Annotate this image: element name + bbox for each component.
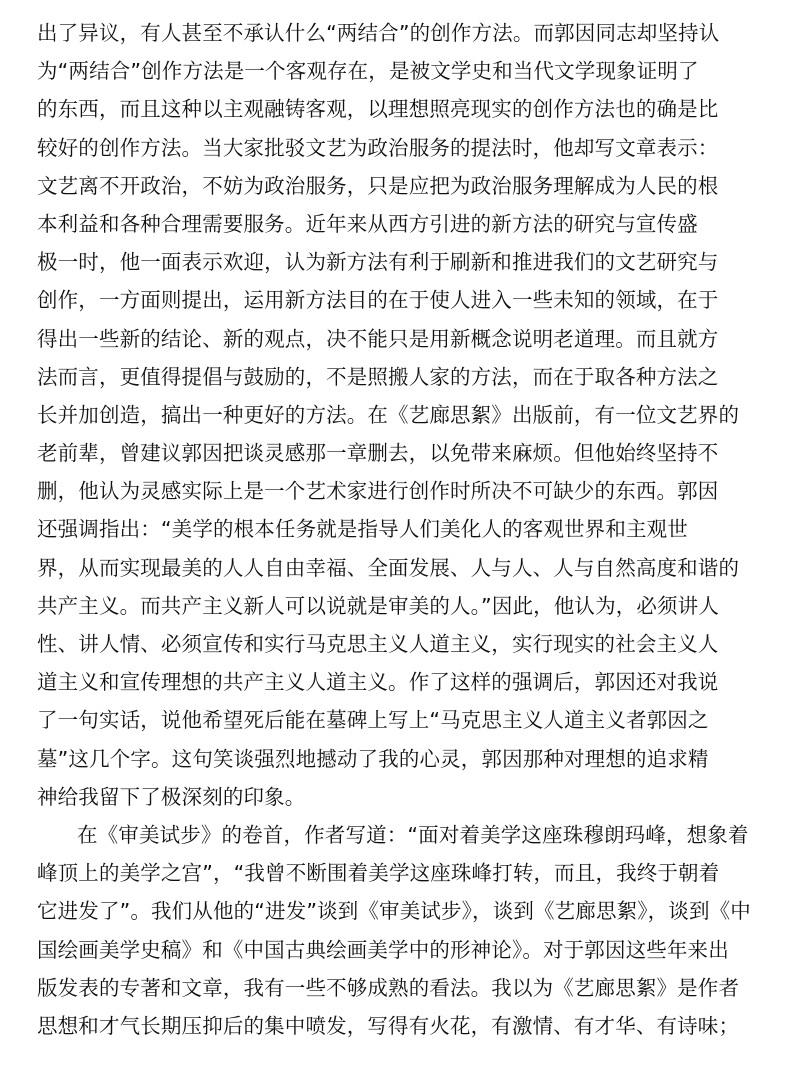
text-line: 删，他认为灵感实际上是一个艺术家进行创作时所决不可缺少的东西。郭因	[37, 479, 719, 504]
text-line: 了一句实话，说他希望死后能在墓碑上写上“马克思主义人道主义者郭因之	[37, 708, 709, 733]
text-line: 极一时，他一面表示欢迎，认为新方法有利于刷新和推进我们的文艺研究与	[37, 250, 719, 275]
text-line: 老前辈，曾建议郭因把谈灵感那一章删去，以免带来麻烦。但他始终坚持不	[37, 441, 719, 466]
text-line: 长并加创造，搞出一种更好的方法。在《艺廊思絮》出版前，有一位文艺界的	[37, 402, 740, 427]
text-line: 墓”这几个字。这句笑谈强烈地撼动了我的心灵，郭因那种对理想的追求精	[37, 746, 709, 771]
paragraph-1	[37, 14, 800, 816]
text-line: 在《审美试步》的卷首，作者写道：“面对着美学这座珠穆朗玛峰，想象着	[77, 822, 749, 847]
text-line: 创作，一方面则提出，运用新方法目的在于使人进入一些未知的领域，在于	[37, 288, 719, 313]
text-line: 法而言，更值得提倡与鼓励的，不是照搬人家的方法，而在于取各种方法之	[37, 364, 719, 389]
text-line: 道主义和宣传理想的共产主义人道主义。作了这样的强调后，郭因还对我说	[37, 670, 719, 695]
text-line: 出了异议，有人甚至不承认什么“两结合”的创作方法。而郭因同志却坚持认	[37, 21, 720, 45]
text-line: 性、讲人情、必须宣传和实行马克思主义人道主义，实行现实的社会主义人	[37, 632, 719, 656]
text-line: 思想和才气长期压抑后的集中喷发，写得有火花，有激情、有才华、有诗味；	[37, 1013, 740, 1038]
text-line: 共产主义。而共产主义新人可以说就是审美的人。”因此，他认为，必须讲人	[37, 593, 719, 618]
paragraph-2	[37, 816, 800, 1045]
text-line: 峰顶上的美学之宫”，“我曾不断围着美学这座珠峰打转，而且，我终于朝着	[37, 861, 720, 886]
text-line: 它进发了”。我们从他的“进发”谈到《审美试步》，谈到《艺廊思絮》，谈到《中	[37, 899, 751, 924]
text-line: 版发表的专著和文章，我有一些不够成熟的看法。我以为《艺廊思絮》是作者	[37, 975, 740, 1000]
text-line: 神给我留下了极深刻的印象。	[37, 784, 306, 809]
text-line: 得出一些新的结论、新的观点，决不能只是用新概念说明老道理。而且就方	[37, 326, 719, 351]
text-line: 为“两结合”创作方法是一个客观存在，是被文学史和当代文学现象证明了	[37, 59, 699, 84]
text-line: 文艺离不开政治，不妨为政治服务，只是应把为政治服务理解成为人民的根	[37, 173, 719, 198]
text-line: 界，从而实现最美的人人自由幸福、全面发展、人与人、人与自然高度和谐的	[37, 555, 740, 580]
text-line: 本利益和各种合理需要服务。近年来从西方引进的新方法的研究与宣传盛	[37, 211, 698, 236]
text-line: 还强调指出：“美学的根本任务就是指导人们美化人的客观世界和主观世	[37, 517, 688, 542]
text-line: 国绘画美学史稿》和《中国古典绘画美学中的形神论》。对于郭因这些年来出	[37, 937, 729, 962]
text-line: 较好的创作方法。当大家批驳文艺为政治服务的提法时，他却写文章表示：	[37, 135, 719, 160]
text-line: 的东西，而且这种以主观融铸客观，以理想照亮现实的创作方法也的确是比	[37, 97, 719, 122]
